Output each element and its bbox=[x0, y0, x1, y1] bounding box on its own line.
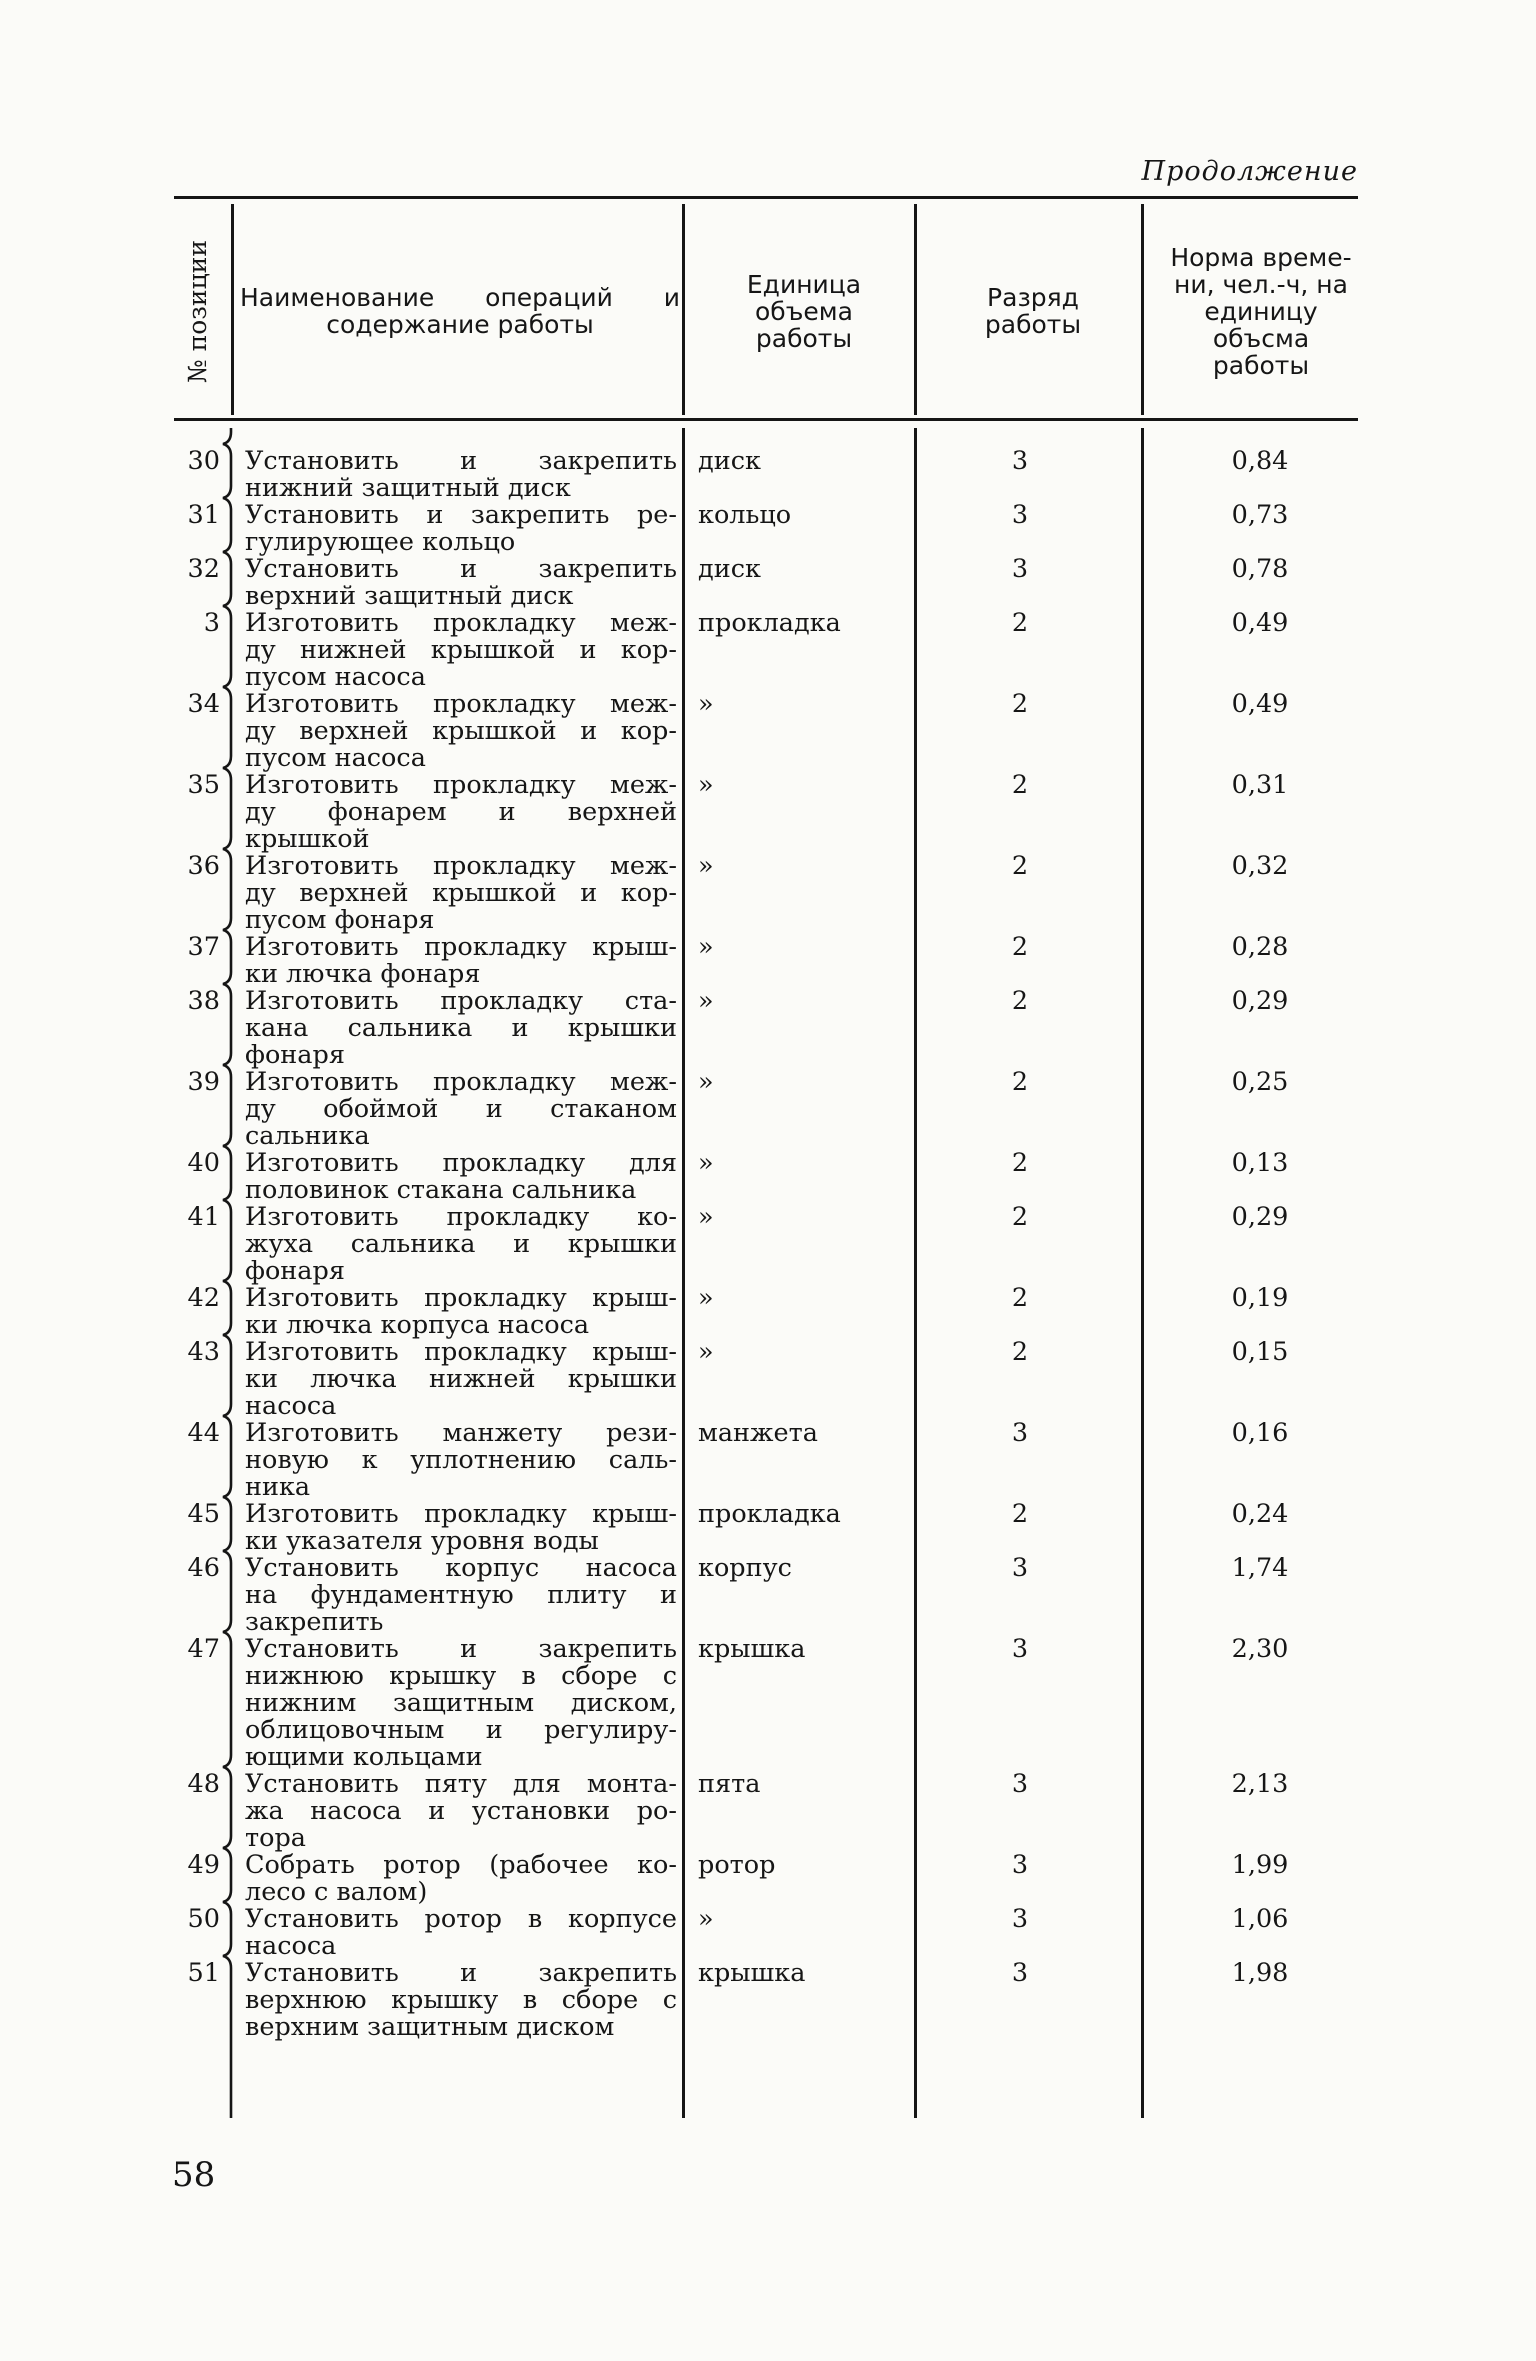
header-norm-line: объсма bbox=[1212, 323, 1310, 353]
row-operation-line: ду нижней крышкой и кор- bbox=[245, 635, 677, 665]
row-unit: » bbox=[698, 1067, 714, 1097]
row-grade: 2 bbox=[1011, 608, 1029, 638]
row-operation-line: Изготовить прокладку крыш- bbox=[245, 932, 677, 962]
row-operation-name bbox=[245, 691, 677, 772]
header-grade bbox=[922, 205, 1144, 417]
row-unit: манжета bbox=[698, 1418, 818, 1448]
row-unit: » bbox=[698, 1283, 714, 1313]
row-position: 42 bbox=[187, 1283, 220, 1313]
row-grade: 3 bbox=[1011, 1958, 1029, 1988]
row-unit: » bbox=[698, 851, 714, 881]
row-position: 34 bbox=[187, 689, 220, 719]
row-operation-line: жа насоса и установки ро- bbox=[245, 1796, 677, 1826]
row-unit: пята bbox=[698, 1769, 761, 1799]
row-operation-line: ду верхней крышкой и кор- bbox=[245, 716, 677, 746]
row-operation-line: Изготовить прокладку ста- bbox=[245, 986, 677, 1016]
row-norm: 1,06 bbox=[1231, 1904, 1289, 1934]
row-position: 30 bbox=[187, 446, 220, 476]
row-operation-name bbox=[245, 1636, 677, 1771]
row-position: 41 bbox=[187, 1202, 220, 1232]
row-unit: ротор bbox=[698, 1850, 776, 1880]
row-operation-line: ника bbox=[245, 1472, 311, 1502]
row-unit: крышка bbox=[698, 1958, 806, 1988]
row-operation-line: нижним защитным диском, bbox=[245, 1688, 677, 1718]
row-grade: 2 bbox=[1011, 689, 1029, 719]
row-operation-name bbox=[245, 610, 677, 691]
header-norm-line: ни, чел.-ч, на bbox=[1174, 269, 1348, 299]
row-unit: » bbox=[698, 1202, 714, 1232]
header-unit-line: Единица bbox=[746, 269, 862, 299]
row-operation-line: ки указателя уровня воды bbox=[245, 1526, 599, 1556]
row-operation-line: верхним защитным диском bbox=[245, 2012, 615, 2042]
row-position: 36 bbox=[187, 851, 220, 881]
row-operation-line: Изготовить прокладку крыш- bbox=[245, 1337, 677, 1367]
row-grade: 3 bbox=[1011, 1418, 1029, 1448]
row-operation-line: облицовочным и регулиру- bbox=[245, 1715, 677, 1745]
row-unit: диск bbox=[698, 446, 761, 476]
row-norm: 0,28 bbox=[1231, 932, 1289, 962]
row-operation-line: Изготовить прокладку крыш- bbox=[245, 1499, 677, 1529]
row-unit: » bbox=[698, 1337, 714, 1367]
row-position: 35 bbox=[187, 770, 220, 800]
row-position: 3 bbox=[203, 608, 220, 638]
row-position: 40 bbox=[187, 1148, 220, 1178]
row-operation-line: ки лючка нижней крышки bbox=[245, 1364, 677, 1394]
row-unit: кольцо bbox=[698, 500, 792, 530]
row-norm: 0,49 bbox=[1231, 608, 1289, 638]
row-norm: 0,84 bbox=[1231, 446, 1289, 476]
row-norm: 1,98 bbox=[1231, 1958, 1289, 1988]
row-position: 45 bbox=[187, 1499, 220, 1529]
row-grade: 3 bbox=[1011, 1769, 1029, 1799]
header-norm-line: единицу bbox=[1204, 296, 1318, 326]
row-operation-name bbox=[245, 1501, 677, 1555]
row-norm: 0,73 bbox=[1231, 500, 1289, 530]
row-operation-line: Установить и закрепить ре- bbox=[245, 500, 677, 530]
row-operation-line: Установить и закрепить bbox=[245, 1634, 677, 1664]
row-norm: 0,25 bbox=[1231, 1067, 1289, 1097]
row-operation-line: ду фонарем и верхней bbox=[245, 797, 677, 827]
row-grade: 2 bbox=[1011, 1283, 1029, 1313]
row-grade: 2 bbox=[1011, 770, 1029, 800]
row-norm: 0,15 bbox=[1231, 1337, 1289, 1367]
row-norm: 0,16 bbox=[1231, 1418, 1289, 1448]
column-divider-pos bbox=[231, 204, 234, 415]
header-name bbox=[240, 205, 680, 417]
header-norm bbox=[1146, 205, 1376, 417]
row-position: 32 bbox=[187, 554, 220, 584]
row-unit: » bbox=[698, 986, 714, 1016]
row-operation-name bbox=[245, 1420, 677, 1501]
row-operation-name bbox=[245, 853, 677, 934]
row-unit: » bbox=[698, 1148, 714, 1178]
column-divider-grade-body bbox=[1141, 428, 1144, 2118]
row-operation-name bbox=[245, 1906, 677, 1960]
continued-label: Продолжение bbox=[1141, 156, 1358, 187]
row-unit: » bbox=[698, 932, 714, 962]
row-operation-line: Изготовить прокладку для bbox=[245, 1148, 677, 1178]
row-norm: 1,74 bbox=[1231, 1553, 1289, 1583]
row-operation-line: Установить и закрепить bbox=[245, 1958, 677, 1988]
row-operation-line: пусом фонаря bbox=[245, 905, 435, 935]
header-unit-line: объема bbox=[755, 296, 853, 326]
row-operation-name bbox=[245, 1960, 677, 2041]
row-norm: 0,13 bbox=[1231, 1148, 1289, 1178]
row-norm: 0,19 bbox=[1231, 1283, 1289, 1313]
row-grade: 2 bbox=[1011, 851, 1029, 881]
row-operation-line: насоса bbox=[245, 1931, 337, 1961]
row-operation-name bbox=[245, 934, 677, 988]
row-norm: 0,29 bbox=[1231, 1202, 1289, 1232]
row-norm: 0,32 bbox=[1231, 851, 1289, 881]
row-unit: крышка bbox=[698, 1634, 806, 1664]
row-norm: 2,30 bbox=[1231, 1634, 1289, 1664]
column-divider-name-body bbox=[682, 428, 685, 2118]
row-operation-line: Изготовить манжету рези- bbox=[245, 1418, 677, 1448]
row-operation-line: ющими кольцами bbox=[245, 1742, 483, 1772]
row-position: 37 bbox=[187, 932, 220, 962]
row-unit: » bbox=[698, 689, 714, 719]
row-position: 46 bbox=[187, 1553, 220, 1583]
row-operation-line: Установить ротор в корпусе bbox=[245, 1904, 677, 1934]
row-operation-name bbox=[245, 1285, 677, 1339]
row-unit: прокладка bbox=[698, 608, 841, 638]
row-operation-line: ду обоймой и стаканом bbox=[245, 1094, 677, 1124]
row-grade: 3 bbox=[1011, 554, 1029, 584]
row-operation-line: ду верхней крышкой и кор- bbox=[245, 878, 677, 908]
row-operation-line: половинок стакана сальника bbox=[245, 1175, 637, 1205]
row-grade: 3 bbox=[1011, 1553, 1029, 1583]
row-operation-name bbox=[245, 988, 677, 1069]
row-operation-name bbox=[245, 772, 677, 853]
row-operation-line: пусом насоса bbox=[245, 662, 426, 692]
row-grade: 2 bbox=[1011, 932, 1029, 962]
header-name-line: Наименование операций и bbox=[240, 283, 680, 312]
row-operation-line: пусом насоса bbox=[245, 743, 426, 773]
table-header-rule bbox=[174, 418, 1358, 421]
row-operation-line: Установить и закрепить bbox=[245, 554, 677, 584]
row-position: 49 bbox=[187, 1850, 220, 1880]
row-position: 51 bbox=[187, 1958, 220, 1988]
row-operation-line: фонаря bbox=[245, 1256, 345, 1286]
column-divider-unit-body bbox=[914, 428, 917, 2118]
row-operation-line: Изготовить прокладку ко- bbox=[245, 1202, 677, 1232]
row-unit: прокладка bbox=[698, 1499, 841, 1529]
row-operation-line: Установить корпус насоса bbox=[245, 1553, 677, 1583]
row-norm: 0,78 bbox=[1231, 554, 1289, 584]
row-grade: 3 bbox=[1011, 446, 1029, 476]
row-operation-name bbox=[245, 448, 677, 502]
row-position: 31 bbox=[187, 500, 220, 530]
row-unit: диск bbox=[698, 554, 761, 584]
row-operation-name bbox=[245, 1150, 677, 1204]
row-operation-line: верхнюю крышку в сборе с bbox=[245, 1985, 677, 2015]
header-position bbox=[170, 205, 226, 417]
row-operation-line: Собрать ротор (рабочее ко- bbox=[245, 1850, 677, 1880]
row-operation-line: нижний защитный диск bbox=[245, 473, 571, 503]
header-position-label: № позиции bbox=[183, 239, 213, 383]
row-operation-line: на фундаментную плиту и bbox=[245, 1580, 677, 1610]
row-norm: 2,13 bbox=[1231, 1769, 1289, 1799]
row-operation-line: новую к уплотнению саль- bbox=[245, 1445, 677, 1475]
row-grade: 2 bbox=[1011, 1337, 1029, 1367]
row-norm: 0,29 bbox=[1231, 986, 1289, 1016]
row-operation-line: насоса bbox=[245, 1391, 337, 1421]
row-grade: 2 bbox=[1011, 1148, 1029, 1178]
row-grade: 2 bbox=[1011, 986, 1029, 1016]
row-operation-line: Установить пяту для монта- bbox=[245, 1769, 677, 1799]
row-operation-line: Изготовить прокладку крыш- bbox=[245, 1283, 677, 1313]
row-unit: » bbox=[698, 1904, 714, 1934]
row-operation-line: ки лючка фонаря bbox=[245, 959, 481, 989]
row-operation-name bbox=[245, 502, 677, 556]
row-position: 48 bbox=[187, 1769, 220, 1799]
row-operation-line: нижнюю крышку в сборе с bbox=[245, 1661, 677, 1691]
page-number: 58 bbox=[172, 2155, 216, 2195]
header-name-line: содержание работы bbox=[326, 310, 594, 339]
header-norm-line: Норма време- bbox=[1170, 242, 1352, 272]
row-operation-name bbox=[245, 1204, 677, 1285]
row-operation-name bbox=[245, 1069, 677, 1150]
row-norm: 1,99 bbox=[1231, 1850, 1289, 1880]
header-norm-line: работы bbox=[1212, 350, 1310, 380]
header-grade-line: Разряд bbox=[987, 283, 1079, 312]
row-norm: 0,31 bbox=[1231, 770, 1289, 800]
row-grade: 2 bbox=[1011, 1499, 1029, 1529]
row-operation-line: фонаря bbox=[245, 1040, 345, 1070]
row-position: 43 bbox=[187, 1337, 220, 1367]
row-operation-line: гулирующее кольцо bbox=[245, 527, 516, 557]
header-unit bbox=[690, 205, 918, 417]
row-unit: корпус bbox=[698, 1553, 792, 1583]
column-divider-name bbox=[682, 204, 685, 415]
row-operation-line: ки лючка корпуса насоса bbox=[245, 1310, 590, 1340]
row-grade: 2 bbox=[1011, 1202, 1029, 1232]
row-operation-line: Изготовить прокладку меж- bbox=[245, 851, 677, 881]
row-operation-line: жуха сальника и крышки bbox=[245, 1229, 677, 1259]
row-position: 44 bbox=[187, 1418, 220, 1448]
row-grade: 3 bbox=[1011, 1634, 1029, 1664]
row-operation-line: верхний защитный диск bbox=[245, 581, 574, 611]
row-position: 39 bbox=[187, 1067, 220, 1097]
row-norm: 0,49 bbox=[1231, 689, 1289, 719]
row-operation-name bbox=[245, 1852, 677, 1906]
row-operation-name bbox=[245, 1771, 677, 1852]
table-top-rule bbox=[174, 196, 1358, 199]
row-grade: 3 bbox=[1011, 1904, 1029, 1934]
row-operation-line: Изготовить прокладку меж- bbox=[245, 1067, 677, 1097]
row-operation-line: закрепить bbox=[245, 1607, 384, 1637]
row-position: 38 bbox=[187, 986, 220, 1016]
row-grade: 3 bbox=[1011, 500, 1029, 530]
position-column-bracket bbox=[217, 428, 247, 2128]
row-operation-line: Изготовить прокладку меж- bbox=[245, 608, 677, 638]
row-operation-line: тора bbox=[245, 1823, 306, 1853]
row-grade: 3 bbox=[1011, 1850, 1029, 1880]
row-operation-line: Изготовить прокладку меж- bbox=[245, 770, 677, 800]
row-grade: 2 bbox=[1011, 1067, 1029, 1097]
row-position: 50 bbox=[187, 1904, 220, 1934]
row-operation-line: крышкой bbox=[245, 824, 370, 854]
row-operation-name bbox=[245, 556, 677, 610]
row-position: 47 bbox=[187, 1634, 220, 1664]
header-grade-line: работы bbox=[984, 310, 1082, 339]
row-operation-line: Установить и закрепить bbox=[245, 446, 677, 476]
row-operation-line: лесо с валом) bbox=[245, 1877, 428, 1907]
row-operation-line: сальника bbox=[245, 1121, 370, 1151]
row-operation-name bbox=[245, 1339, 677, 1420]
row-norm: 0,24 bbox=[1231, 1499, 1289, 1529]
row-unit: » bbox=[698, 770, 714, 800]
row-operation-line: Изготовить прокладку меж- bbox=[245, 689, 677, 719]
row-operation-line: кана сальника и крышки bbox=[245, 1013, 677, 1043]
row-operation-name bbox=[245, 1555, 677, 1636]
header-unit-line: работы bbox=[755, 323, 853, 353]
